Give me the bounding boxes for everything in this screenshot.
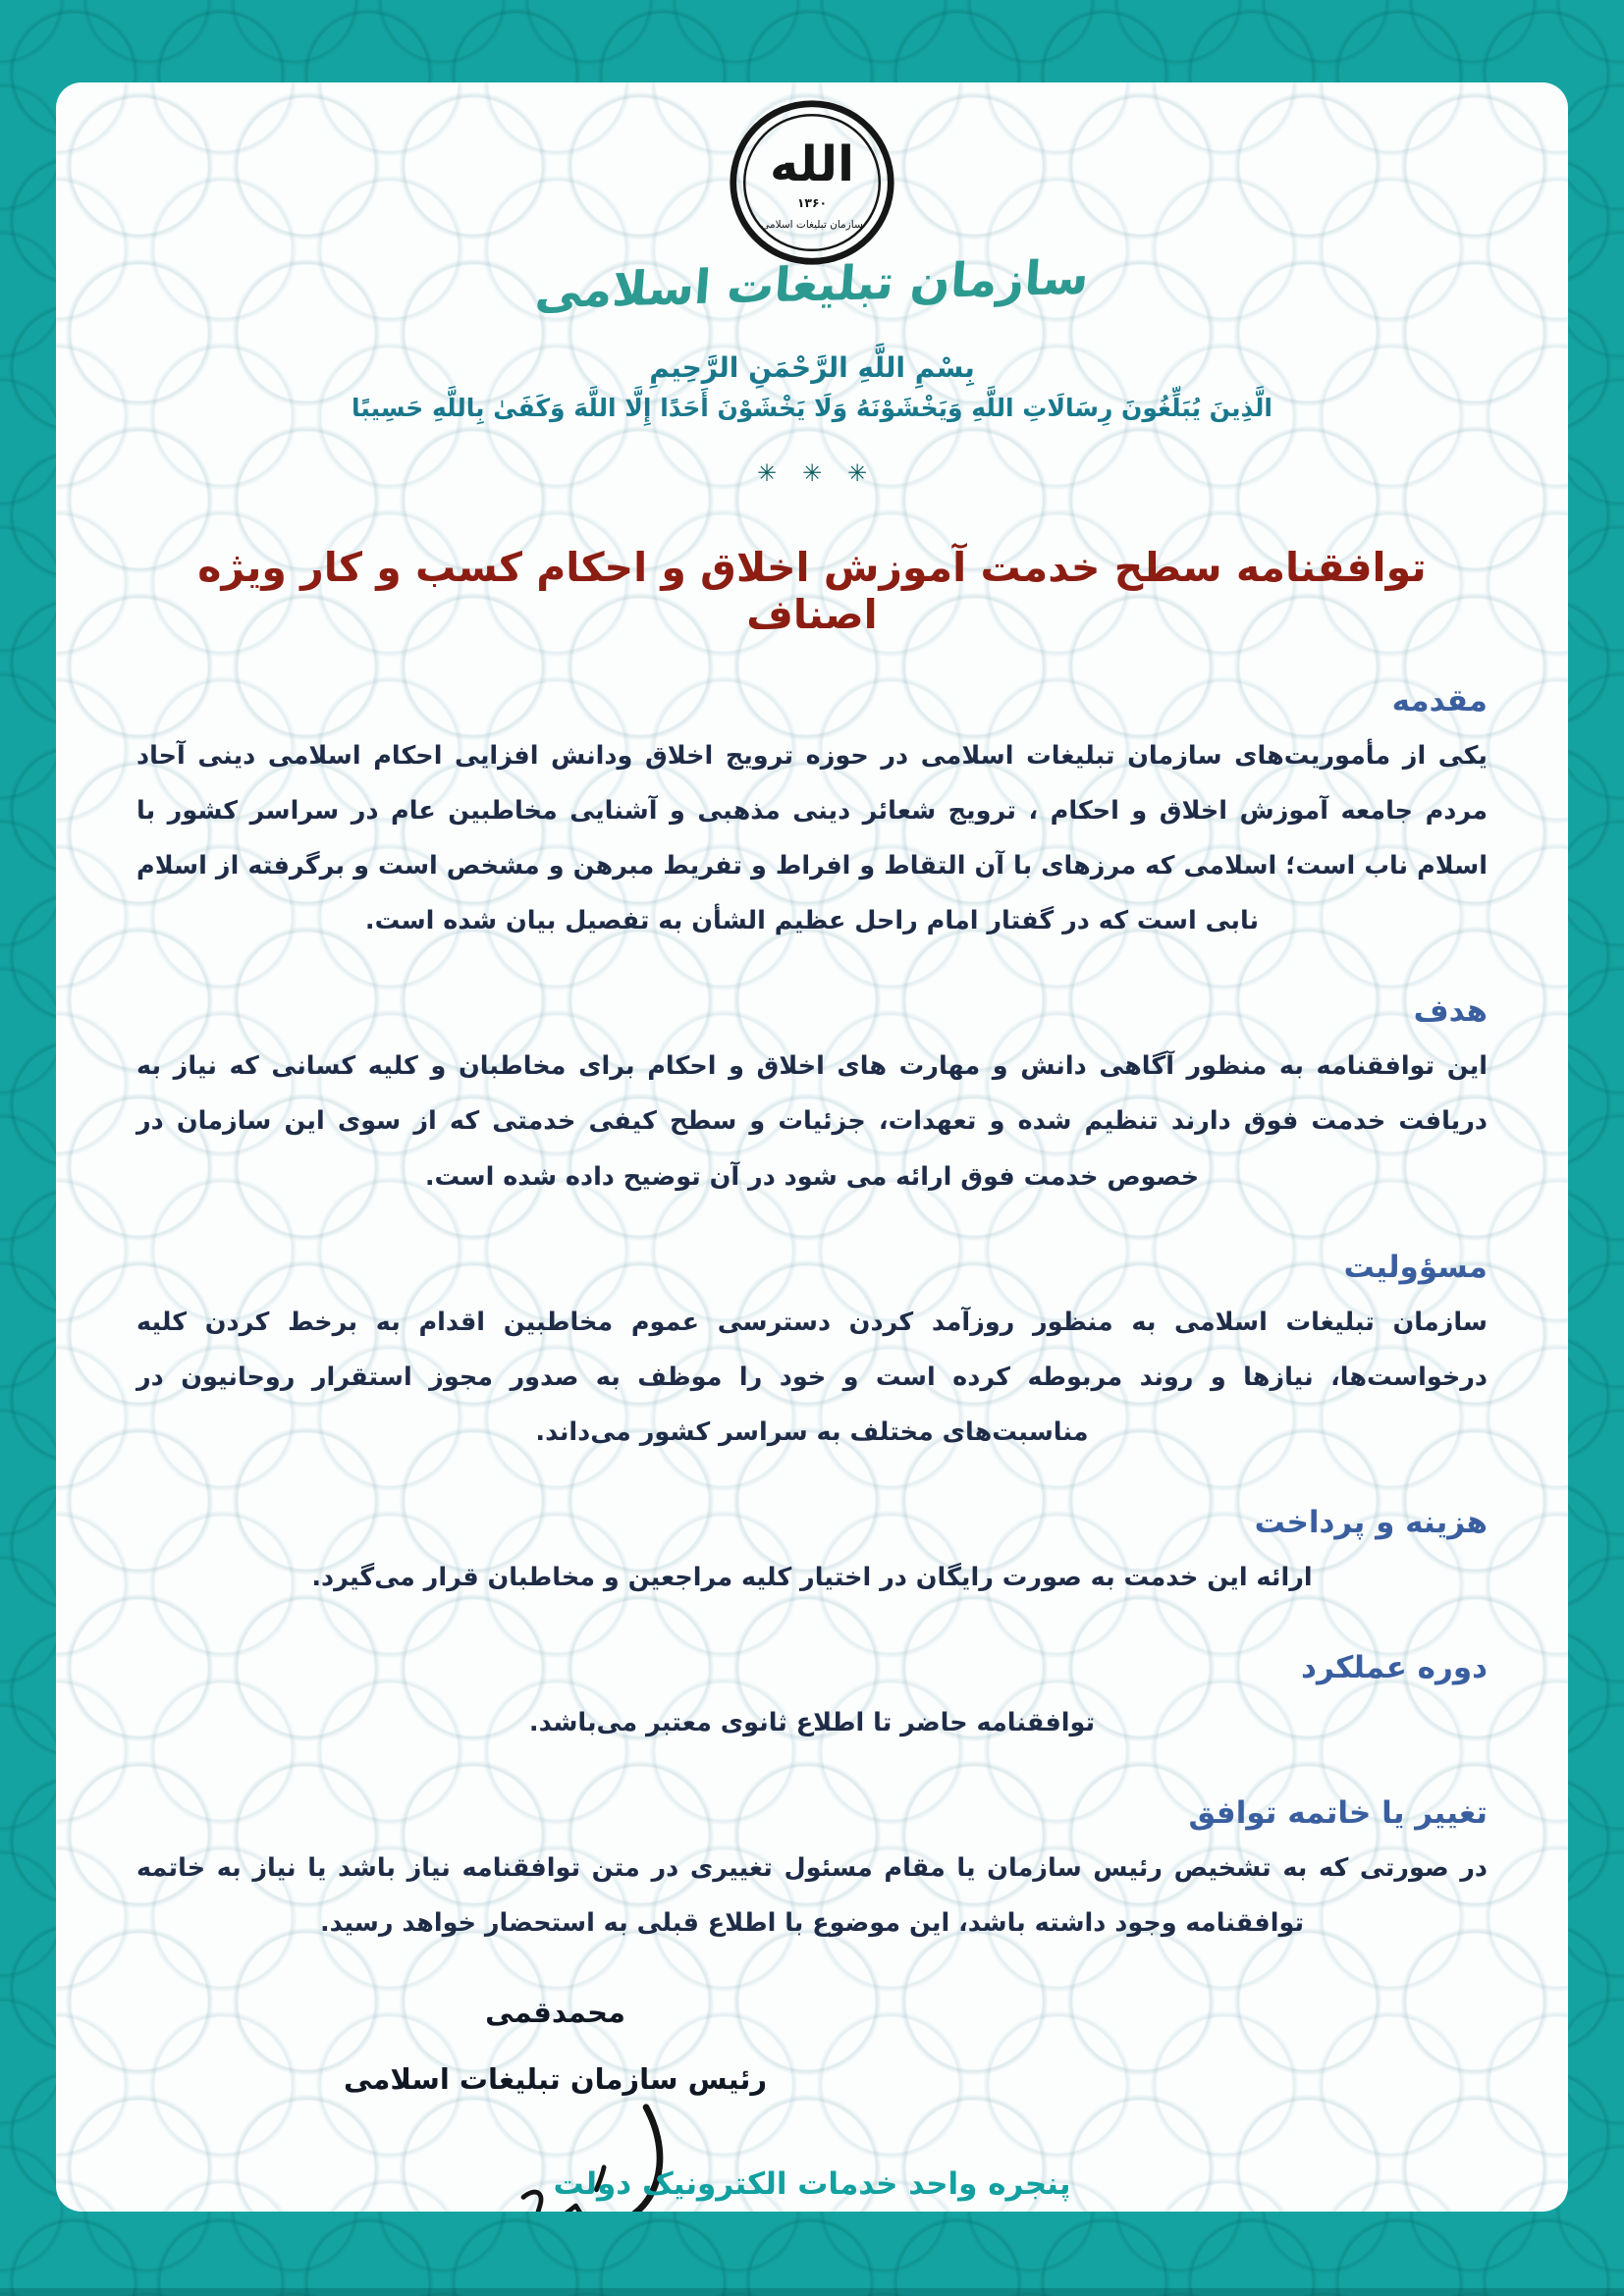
logo-ring-text: سازمان تبلیغات اسلامی xyxy=(761,218,863,231)
section-body: سازمان تبلیغات اسلامی به منظور روزآمد کردن دسترسی عموم مخاطبین اقدام به برخط کردن کلیه درخواست‌ها، نیازها و روند مربوطه کرده است و خود را موظف به صدور مجوز استقرار روحانیون در مناسبت‌های مختلف به سراسر کشور می‌داند. xyxy=(136,1307,1488,1447)
document-page xyxy=(56,82,1568,2212)
signatory-name: محمدقمی xyxy=(485,1996,625,2030)
section-body: این توافقنامه به منظور آگاهی دانش و مهارت های اخلاق و احکام برای مخاطبان و کلیه کسانی که نیاز به دریافت خدمت فوق دارند تنظیم شده و تعهدات، جزئیات و سطح کیفی خدمتی که از سوی این سازمان در خصوص خدمت فوق ارائه می شود در آن توضیح داده شده است. xyxy=(136,1051,1488,1192)
asterisk-divider-icon: ✳✳✳ xyxy=(756,459,893,487)
section-heading: هزینه و پرداخت xyxy=(1254,1504,1488,1540)
section-goal xyxy=(136,993,1488,1203)
footer-text: پنجره واحد خدمات الکترونیک دولت xyxy=(553,2166,1071,2202)
document-title: توافقنامه سطح خدمت آموزش اخلاق و احکام کسب و کار ویژه اصناف xyxy=(197,544,1427,638)
logo-monogram: الله xyxy=(769,135,855,193)
section-heading: هدف xyxy=(1413,993,1488,1030)
section-change-or-termination xyxy=(136,1795,1488,1950)
document-content xyxy=(56,82,1568,2212)
signatory-title: رئیس سازمان تبلیغات اسلامی xyxy=(344,2062,768,2097)
quran-verse-text: الَّذِينَ يُبَلِّغُونَ رِسَالَاتِ اللَّهِ وَيَخْشَوْنَهُ وَلَا يَخْشَوْنَ أَحَدًا إِلَّا اللَّهَ وَكَفَىٰ بِاللَّهِ حَسِيبًا xyxy=(352,394,1272,422)
section-heading: مقدمه xyxy=(1391,683,1488,719)
bismillah-text: بِسْمِ اللَّهِ الرَّحْمَنِ الرَّحِيمِ xyxy=(649,351,975,384)
section-body: ارائه این خدمت به صورت رایگان در اختیار کلیه مراجعین و مخاطبان قرار می‌گیرد. xyxy=(311,1562,1313,1592)
section-heading: دوره عملکرد xyxy=(1301,1650,1488,1686)
section-cost-payment xyxy=(136,1505,1488,1605)
logo-year: ۱۳۶۰ xyxy=(796,194,828,210)
section-body: در صورتی که به تشخیص رئیس سازمان یا مقام مسئول تغییری در متن توافقنامه نیاز باشد یا نیاز به خاتمه توافقنامه وجود داشته باشد، این موضوع با اطلاع قبلی به استحضار خواهد رسید. xyxy=(136,1853,1488,1939)
logo-emblem-icon xyxy=(728,98,896,267)
section-body: یکی از مأموریت‌های سازمان تبلیغات اسلامی در حوزه ترویج اخلاق ودانش افزایی احکام اسلامی دینی آحاد مردم جامعه آموزش اخلاق و احکام ، ترویج شعائر دینی مذهبی و آشنایی مخاطبین عام در سراسر کشور با اسلام ناب است؛ اسلامی که مرزهای با آن التقاط و افراط و تفریط مبرهن و مشخص است و برگرفته از اسلام نابی است که در گفتار امام راحل عظیم الشأن به تفصیل بیان شده است. xyxy=(136,741,1488,936)
section-body: توافقنامه حاضر تا اطلاع ثانوی معتبر می‌باشد. xyxy=(528,1708,1096,1738)
organization-calligraphy: سازمان تبلیغات اسلامی xyxy=(533,249,1091,320)
section-heading: تغییر یا خاتمه توافق xyxy=(1188,1795,1488,1832)
section-responsibility xyxy=(136,1250,1488,1460)
section-performance-period xyxy=(136,1650,1488,1750)
section-introduction xyxy=(136,683,1488,948)
section-heading: مسؤولیت xyxy=(1343,1249,1488,1285)
